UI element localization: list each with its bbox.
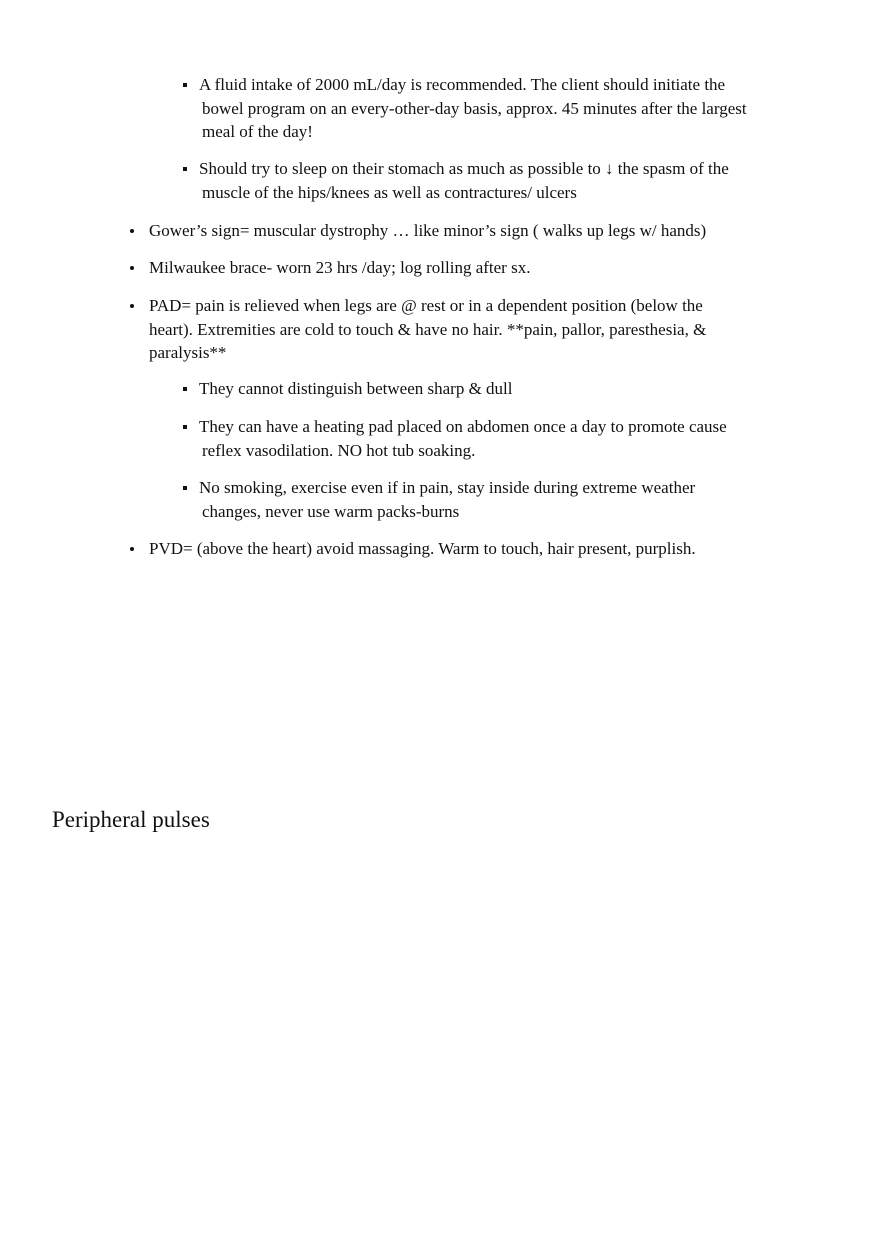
list-item: [149, 537, 749, 561]
square-bullet-icon: [183, 387, 187, 391]
list-item-text: A fluid intake of 2000 mL/day is recommended. The client should initiate the bowel program on an every-other-day basis, approx. 45 minutes after the largest meal of the day!: [199, 75, 747, 141]
list-item-text: Should try to sleep on their stomach as much as possible to ↓ the spasm of the muscle of the hips/knees as well as contractures/ ulcers: [199, 159, 729, 202]
list-item-text: PAD= pain is relieved when legs are @ rest or in a dependent position (below the heart). Extremities are cold to touch & have no hair. **pain, pallor, paresthesia, & paralysis**: [149, 296, 707, 362]
round-bullet-icon: [130, 266, 134, 270]
list-item: [199, 476, 742, 523]
list-item: [149, 219, 749, 243]
square-bullet-icon: [183, 425, 187, 429]
list-item-text: They can have a heating pad placed on abdomen once a day to promote cause reflex vasodilation. NO hot tub soaking.: [199, 417, 727, 460]
list-item-text: They cannot distinguish between sharp & dull: [199, 379, 513, 398]
list-item: [199, 73, 747, 144]
list-item-text: No smoking, exercise even if in pain, stay inside during extreme weather changes, never use warm packs-burns: [199, 478, 696, 521]
list-item: [199, 377, 747, 401]
list-item-text: Gower’s sign= muscular dystrophy … like minor’s sign ( walks up legs w/ hands): [149, 221, 707, 240]
round-bullet-icon: [130, 547, 134, 551]
square-bullet-icon: [183, 167, 187, 171]
round-bullet-icon: [130, 229, 134, 233]
list-item: [149, 256, 749, 280]
round-bullet-icon: [130, 304, 134, 308]
square-bullet-icon: [183, 83, 187, 87]
list-item-text: Milwaukee brace- worn 23 hrs /day; log rolling after sx.: [149, 258, 531, 277]
list-item: [199, 415, 747, 462]
list-item: [149, 294, 724, 365]
list-item-text: PVD= (above the heart) avoid massaging. Warm to touch, hair present, purplish.: [149, 539, 696, 558]
square-bullet-icon: [183, 486, 187, 490]
section-heading: Peripheral pulses: [52, 807, 210, 832]
list-item: [199, 157, 747, 204]
